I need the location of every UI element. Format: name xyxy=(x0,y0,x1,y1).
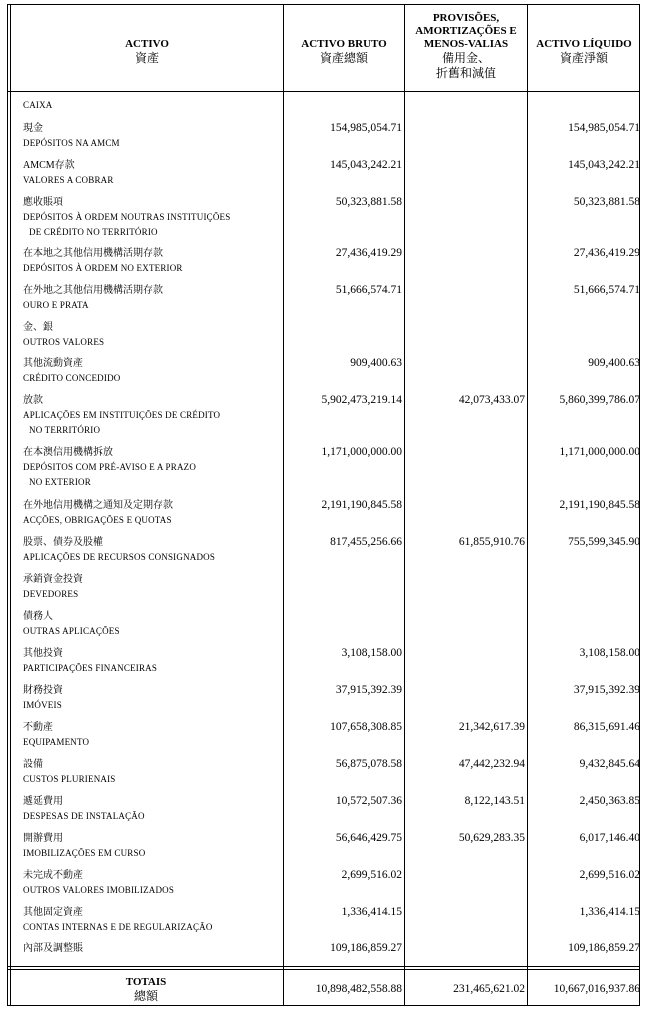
row-label-pt: CONTAS INTERNAS E DE REGULARIZAÇÃO xyxy=(23,922,213,932)
header-prov-zh1: 備用金、 xyxy=(441,51,490,65)
row-label-zh: 在外地之其他信用機構活期存款 xyxy=(23,285,163,296)
cell-activo-liquido: 2,450,363.85 xyxy=(579,795,640,807)
table-row xyxy=(0,647,645,684)
row-label-pt: VALORES A COBRAR xyxy=(23,175,114,185)
cell-activo-bruto: 51,666,574.71 xyxy=(335,284,402,296)
table-row xyxy=(0,684,645,721)
header-activo-zh: 資產 xyxy=(134,51,159,65)
cell-activo-bruto: 27,436,419.29 xyxy=(335,247,402,259)
row-label-zh: 金、銀 xyxy=(23,322,53,333)
row-label-zh: 內部及調整賬 xyxy=(23,943,83,954)
cell-activo-bruto: 3,108,158.00 xyxy=(341,647,402,659)
cell-activo-liquido: 37,915,392.39 xyxy=(573,684,640,696)
table-row xyxy=(0,906,645,943)
totals-label-pt: TOTAIS xyxy=(125,976,167,988)
row-label-zh: 在本地之其他信用機構活期存款 xyxy=(23,248,163,259)
row-label-zh: 應收賬項 xyxy=(23,197,63,208)
header-rule xyxy=(7,91,640,92)
cell-activo-bruto: 154,985,054.71 xyxy=(330,122,402,134)
table-row xyxy=(0,321,645,358)
row-label-zh: 其他投資 xyxy=(23,648,63,659)
header-prov-pt1: PROVISÕES, xyxy=(432,12,500,24)
cell-provisoes: 21,342,617.39 xyxy=(458,721,525,733)
first-label: CAIXA xyxy=(23,100,53,110)
totals-provisoes: 231,465,621.02 xyxy=(453,983,525,995)
cell-activo-liquido: 9,432,845.64 xyxy=(579,758,640,770)
cell-activo-bruto: 2,191,190,845.58 xyxy=(321,499,402,511)
row-label-pt: OUTROS VALORES xyxy=(23,337,105,347)
cell-activo-bruto: 56,875,078.58 xyxy=(335,758,402,770)
row-label-zh: 在本澳信用機構拆放 xyxy=(23,447,113,458)
cell-activo-liquido: 1,171,000,000.00 xyxy=(559,446,640,458)
cell-activo-liquido: 2,699,516.02 xyxy=(579,869,640,881)
row-label-pt: DEPÓSITOS À ORDEM NO EXTERIOR xyxy=(23,263,183,273)
table-row xyxy=(0,795,645,832)
row-label-zh: 承銷資金投資 xyxy=(23,574,83,585)
row-label-pt: DESPESAS DE INSTALAÇÃO xyxy=(23,811,145,821)
cell-activo-bruto: 109,186,859.27 xyxy=(330,942,402,954)
row-label-pt: DEPÓSITOS COM PRÉ-AVISO E A PRAZO xyxy=(23,462,197,472)
cell-activo-liquido: 909,400.63 xyxy=(588,357,640,369)
totals-label-zh: 總額 xyxy=(133,989,158,1003)
table-row xyxy=(0,536,645,573)
cell-activo-liquido: 2,191,190,845.58 xyxy=(559,499,640,511)
header-bruto-zh: 資產總額 xyxy=(319,51,368,65)
row-label-pt: OURO E PRATA xyxy=(23,300,89,310)
cell-activo-liquido: 145,043,242.21 xyxy=(568,159,640,171)
cell-activo-liquido: 1,336,414.15 xyxy=(579,906,640,918)
row-label-pt: CRÉDITO CONCEDIDO xyxy=(23,373,121,383)
cell-provisoes: 61,855,910.76 xyxy=(458,536,525,548)
row-label-zh: 設備 xyxy=(23,759,43,770)
cell-activo-liquido: 5,860,399,786.07 xyxy=(559,394,640,406)
cell-activo-bruto: 2,699,516.02 xyxy=(341,869,402,881)
table-row xyxy=(0,159,645,196)
cell-provisoes: 47,442,232.94 xyxy=(458,758,525,770)
cell-provisoes: 50,629,283.35 xyxy=(458,832,525,844)
cell-activo-bruto: 37,915,392.39 xyxy=(335,684,402,696)
table-row xyxy=(0,610,645,647)
row-label-zh: 開辦費用 xyxy=(23,833,63,844)
cell-activo-liquido: 109,186,859.27 xyxy=(568,942,640,954)
header-prov-pt2: AMORTIZAÇÕES E xyxy=(415,25,517,37)
cell-activo-bruto: 1,171,000,000.00 xyxy=(321,446,402,458)
cell-activo-liquido: 51,666,574.71 xyxy=(573,284,640,296)
row-label-zh: 在外地信用機構之通知及定期存款 xyxy=(23,500,173,511)
table-row xyxy=(0,122,645,159)
header-liquido-zh: 資產淨額 xyxy=(559,51,608,65)
row-label-pt: DEPÓSITOS NA AMCM xyxy=(23,138,120,148)
row-label-pt: OUTRAS APLICAÇÕES xyxy=(23,626,120,636)
row-label-zh: 股票、債券及股權 xyxy=(23,537,103,548)
header-prov-zh2: 折舊和減值 xyxy=(435,66,496,80)
table-row xyxy=(0,357,645,394)
header-liquido xyxy=(528,38,640,66)
cell-activo-bruto: 50,323,881.58 xyxy=(335,196,402,208)
row-label-zh: 其他固定資產 xyxy=(23,907,83,918)
cell-provisoes: 8,122,143.51 xyxy=(464,795,525,807)
header-prov-pt3: MENOS-VALIAS xyxy=(423,38,509,50)
cell-activo-liquido: 27,436,419.29 xyxy=(573,247,640,259)
row-label-pt: IMÓVEIS xyxy=(23,700,62,710)
cell-activo-liquido: 154,985,054.71 xyxy=(568,122,640,134)
table-row xyxy=(0,832,645,869)
row-label-pt: DEVEDORES xyxy=(23,589,79,599)
cell-activo-liquido: 86,315,691.46 xyxy=(573,721,640,733)
row-label-zh: 財務投資 xyxy=(23,685,63,696)
row-label-pt: IMOBILIZAÇÕES EM CURSO xyxy=(23,848,146,858)
row-label-zh: 債務人 xyxy=(23,611,53,622)
totals-liquido: 10,667,016,937.86 xyxy=(553,983,640,995)
header-liquido-pt: ACTIVO LÍQUIDO xyxy=(536,38,632,50)
cell-activo-bruto: 10,572,507.36 xyxy=(335,795,402,807)
row-label-pt: DEPÓSITOS À ORDEM NOUTRAS INSTITUIÇÕES xyxy=(23,212,231,222)
table-row xyxy=(0,446,645,487)
row-label-pt: APLICAÇÕES EM INSTITUIÇÕES DE CRÉDITO xyxy=(23,410,221,420)
table-row xyxy=(0,196,645,237)
row-label-pt-continued: NO EXTERIOR xyxy=(29,477,91,487)
table-row xyxy=(0,758,645,795)
totals-label xyxy=(12,975,280,1003)
header-activo xyxy=(11,38,283,66)
row-label-pt: APLICAÇÕES DE RECURSOS CONSIGNADOS xyxy=(23,552,216,562)
row-label-pt: ACÇÕES, OBRIGAÇÕES E QUOTAS xyxy=(23,515,172,525)
row-label-zh: 放款 xyxy=(23,395,43,406)
row-label-pt-continued: DE CRÉDITO NO TERRITÓRIO xyxy=(29,227,158,237)
totals-bruto: 10,898,482,558.88 xyxy=(315,983,402,995)
cell-activo-bruto: 5,902,473,219.14 xyxy=(321,394,402,406)
table-row xyxy=(0,721,645,758)
cell-activo-bruto: 909,400.63 xyxy=(350,357,402,369)
cell-activo-bruto: 817,455,256.66 xyxy=(330,536,402,548)
row-label-pt: EQUIPAMENTO xyxy=(23,737,90,747)
table-row xyxy=(0,869,645,906)
row-label-pt: CUSTOS PLURIENAIS xyxy=(23,774,116,784)
cell-activo-bruto: 56,646,429.75 xyxy=(335,832,402,844)
header-provisoes xyxy=(405,12,527,81)
cell-activo-bruto: 107,658,308.85 xyxy=(330,721,402,733)
row-label-zh: 現金 xyxy=(23,123,43,134)
row-label-zh: 遞延費用 xyxy=(23,796,63,807)
row-label-pt: PARTICIPAÇÕES FINANCEIRAS xyxy=(23,663,158,673)
table-row xyxy=(0,942,645,979)
cell-activo-liquido: 50,323,881.58 xyxy=(573,196,640,208)
cell-activo-liquido: 755,599,345.90 xyxy=(568,536,640,548)
row-label-pt-continued: NO TERRITÓRIO xyxy=(29,425,101,435)
cell-activo-liquido: 6,017,146.40 xyxy=(579,832,640,844)
row-label-zh: AMCM存款 xyxy=(23,160,75,171)
cell-provisoes: 42,073,433.07 xyxy=(458,394,525,406)
table-row xyxy=(0,394,645,435)
cell-activo-bruto: 1,336,414.15 xyxy=(341,906,402,918)
table-row xyxy=(0,573,645,610)
row-label-zh: 其他流動資產 xyxy=(23,358,83,369)
header-bruto xyxy=(284,38,404,66)
cell-activo-liquido: 3,108,158.00 xyxy=(579,647,640,659)
header-activo-pt: ACTIVO xyxy=(125,38,169,50)
table-row xyxy=(0,247,645,284)
table-row xyxy=(0,499,645,536)
table-row xyxy=(0,284,645,321)
row-label-pt: OUTROS VALORES IMOBILIZADOS xyxy=(23,885,175,895)
cell-activo-bruto: 145,043,242.21 xyxy=(330,159,402,171)
header-bruto-pt: ACTIVO BRUTO xyxy=(301,38,387,50)
row-label-zh: 未完成不動產 xyxy=(23,870,83,881)
row-label-zh: 不動產 xyxy=(23,722,53,733)
